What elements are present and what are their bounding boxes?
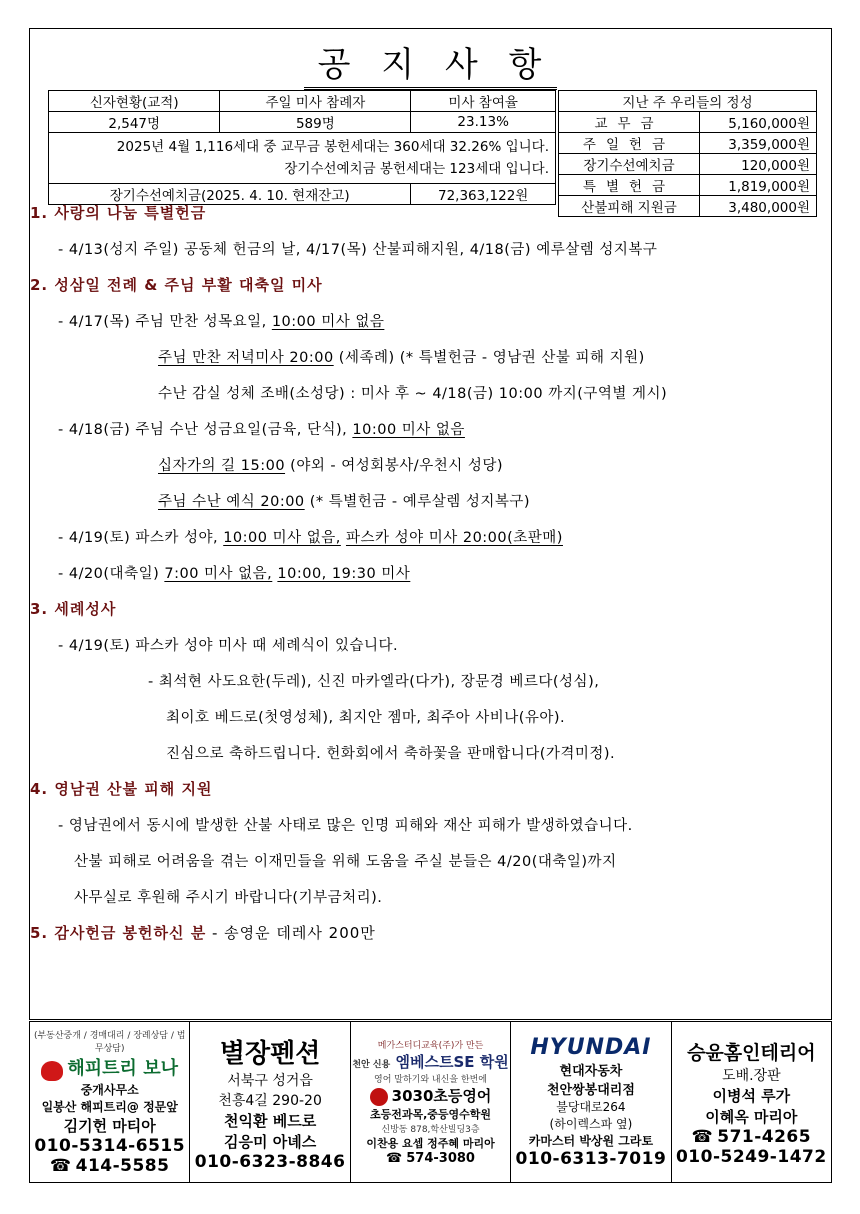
stat-value: 2,547명 [49, 112, 220, 133]
notice-line: 수난 감실 성체 조배(소성당) : 미사 후 ~ 4/18(금) 10:00 까지(구역별 게시) [158, 386, 668, 402]
stat-value: 23.13% [411, 112, 556, 133]
offering-label: 교무금 [559, 112, 700, 133]
stat-note [49, 133, 556, 184]
ad-brand: 해피트리 보나 [67, 1058, 178, 1080]
notice-line [30, 418, 800, 440]
stat-value: 589명 [220, 112, 411, 133]
section-title-text: 5. 감사헌금 봉헌하신 분 [30, 924, 207, 942]
section-title: 1. 사랑의 나눔 특별헌금 [30, 204, 207, 222]
ad-tag: (부동산중개 / 경매대리 / 장례상담 / 법무상담) [33, 1031, 186, 1055]
stat-note-line: 장기수선예치금 봉헌세대는 123세대 입니다. [284, 161, 549, 177]
notice-line [30, 346, 800, 368]
balance-label: 장기수선예치금(2025. 4. 10. 현재잔고) [49, 184, 411, 205]
line-text: (세족례) (* 특별헌금 - 영남권 산불 피해 지원) [333, 350, 645, 366]
page-title: 공 지 사 항 [30, 37, 831, 86]
line-text: - 4/18(금) 주님 수난 성금요일(금육, 단식), [58, 422, 353, 438]
ad-address: 서북구 성거읍 [227, 1072, 313, 1089]
ad-academy [351, 1022, 511, 1182]
line-text: - 4/17(목) 주님 만찬 성목요일, [58, 314, 272, 330]
ad-phone: 010-5249-1472 [675, 1146, 827, 1167]
ad-brand-prefix: 천안 신용 [352, 1060, 391, 1070]
offering-label: 특별헌금 [559, 175, 700, 196]
ad-sub: 중개사무소 [80, 1082, 139, 1097]
section-title: 3. 세례성사 [30, 600, 117, 618]
ad-address: (하이렉스파 옆) [549, 1117, 633, 1131]
ad-location: 일봉산 해피트리@ 정문앞 [41, 1099, 178, 1114]
stat-note-line: 2025년 4월 1,116세대 중 교무금 봉헌세대는 360세대 32.26% 입니다. [116, 139, 549, 155]
badge-logo-icon [370, 1088, 388, 1106]
ad-brand: HYUNDAI [530, 1035, 652, 1060]
notice-line: - 최석현 사도요한(두레), 신진 마카엘라(다가), 장문경 베르다(성심), [148, 674, 600, 690]
line-underlined: 주님 만찬 저녁미사 20:00 [158, 350, 334, 366]
ad-tag: 메가스터디교육(주)가 만든 [377, 1041, 484, 1051]
ad-contact-name: 카마스터 박상원 그라토 [528, 1134, 654, 1148]
ad-contact-name: 이병석 루가 [712, 1086, 791, 1105]
ad-phone-row [50, 1156, 170, 1176]
heart-logo-icon [41, 1061, 63, 1081]
section-title-rest: - 송영운 데레사 200만 [206, 924, 376, 942]
ad-brand-row [352, 1051, 508, 1072]
ad-brand: 승윤홈인테리어 [687, 1041, 816, 1064]
ad-sub: 도배.장판 [722, 1067, 781, 1084]
ad-address: 천흥4길 290-20 [218, 1092, 322, 1109]
notice-content [30, 196, 800, 958]
ad-phone-row [386, 1151, 475, 1166]
ad-address: 신방동 878,학산빌딩3층 [381, 1125, 480, 1135]
stat-header: 주일 미사 참례자 [220, 91, 411, 112]
ad-phone: 010-5314-6515 [34, 1135, 186, 1156]
ad-contact-name: 이혜옥 마리아 [705, 1107, 798, 1126]
section-title: 4. 영남권 산불 피해 지원 [30, 780, 213, 798]
offering-value: 1,819,000원 [700, 175, 817, 196]
line-underlined: 10:00 미사 없음 [352, 422, 465, 438]
ad-brand: 별장펜션 [219, 1038, 321, 1069]
ad-phone: 010-6323-8846 [194, 1151, 346, 1172]
line-underlined: 10:00, 19:30 미사 [277, 566, 411, 582]
notice-line [30, 454, 800, 476]
line-text: (* 특별헌금 - 예루살렘 성지복구) [304, 494, 531, 510]
ad-brand: 엠베스트SE 학원 [395, 1053, 509, 1071]
notice-line: - 영남권에서 동시에 발생한 산불 사태로 많은 인명 피해와 재산 피해가 발생하였습니다. [58, 818, 633, 834]
ad-phone-row [692, 1127, 812, 1147]
ad-dealer: 현대자동차 [559, 1064, 623, 1079]
stat-header: 신자현황(교적) [49, 91, 220, 112]
offering-label: 주일헌금 [559, 133, 700, 154]
ad-phone: 574-3080 [406, 1151, 475, 1166]
line-underlined: 7:00 미사 없음, [164, 566, 273, 582]
line-text: (야외 - 여성회봉사/우천시 성당) [285, 458, 503, 474]
offering-value: 3,480,000원 [700, 196, 817, 217]
phone-icon: ☎ [691, 1126, 714, 1147]
offering-value: 5,160,000원 [700, 112, 817, 133]
ad-contact-name: 김기헌 마티아 [63, 1116, 156, 1135]
notice-line [30, 490, 800, 512]
line-underlined: 주님 수난 예식 20:00 [158, 494, 305, 510]
ad-branch: 천안쌍봉대리점 [546, 1083, 635, 1098]
ad-pension [190, 1022, 350, 1182]
sponsor-ads [29, 1021, 832, 1183]
ad-brand-row [370, 1085, 492, 1106]
line-underlined: 10:00 미사 없음 [271, 314, 385, 330]
section-title: 2. 성삼일 전례 & 주님 부활 대축일 미사 [30, 276, 323, 294]
ad-phone: 414-5585 [75, 1155, 170, 1176]
ad-sub: 초등전과목,중등영수학원 [369, 1108, 492, 1121]
stat-header: 미사 참여율 [411, 91, 556, 112]
balance-value: 72,363,122원 [411, 184, 556, 205]
notice-line: 최이호 베드로(첫영성체), 최지안 젬마, 최주아 사비나(유아). [166, 710, 566, 726]
notice-line: 산불 피해로 어려움을 겪는 이재민들을 위해 도움을 주실 분들은 4/20(대축일)까지 [74, 854, 617, 870]
line-underlined: 십자가의 길 15:00 [158, 458, 286, 474]
offerings-header: 지난 주 우리들의 정성 [559, 91, 817, 112]
ad-phone: 010-6313-7019 [515, 1149, 667, 1169]
ad-brand2: 3030초등영어 [391, 1087, 492, 1105]
line-underlined: 파스카 성야 미사 20:00(초판매) [345, 530, 563, 546]
ad-phone: 571-4265 [717, 1126, 812, 1147]
offering-label: 장기수선예치금 [559, 154, 700, 175]
notice-line [30, 310, 800, 332]
ad-happytree [30, 1022, 190, 1182]
offering-label: 산불피해 지원금 [559, 196, 700, 217]
line-underlined: 10:00 미사 없음, [223, 530, 341, 546]
ad-contact-name: 이찬용 요셉 정주혜 마리아 [366, 1137, 495, 1150]
notice-line: - 4/19(토) 파스카 성야 미사 때 세례식이 있습니다. [58, 638, 399, 654]
notice-line: 사무실로 후원해 주시기 바랍니다(기부금처리). [74, 890, 383, 906]
ad-slogan: 영어 말하기와 내신을 한번에 [374, 1075, 487, 1085]
offering-value: 3,359,000원 [700, 133, 817, 154]
ad-hyundai [511, 1022, 671, 1182]
offering-value: 120,000원 [700, 154, 817, 175]
section-title [30, 922, 800, 944]
notice-line: - 4/13(성지 주일) 공동체 헌금의 날, 4/17(목) 산불피해지원, 4/18(금) 예루살렘 성지복구 [58, 242, 658, 258]
ad-contact-name: 천익환 베드로 [224, 1111, 317, 1130]
notice-line [30, 562, 800, 584]
parish-stats-table [48, 90, 556, 205]
ad-address: 불당대로264 [556, 1100, 626, 1114]
line-text: - 4/19(토) 파스카 성야, [58, 530, 224, 546]
ad-interior [672, 1022, 831, 1182]
phone-icon: ☎ [49, 1155, 72, 1176]
notice-line [30, 526, 800, 548]
ad-contact-name: 김응미 아녜스 [224, 1132, 317, 1151]
notice-line: 진심으로 축하드립니다. 헌화회에서 축하꽃을 판매합니다(가격미정). [166, 746, 616, 762]
line-text: - 4/20(대축일) [58, 566, 165, 582]
phone-icon: ☎ [386, 1151, 403, 1166]
